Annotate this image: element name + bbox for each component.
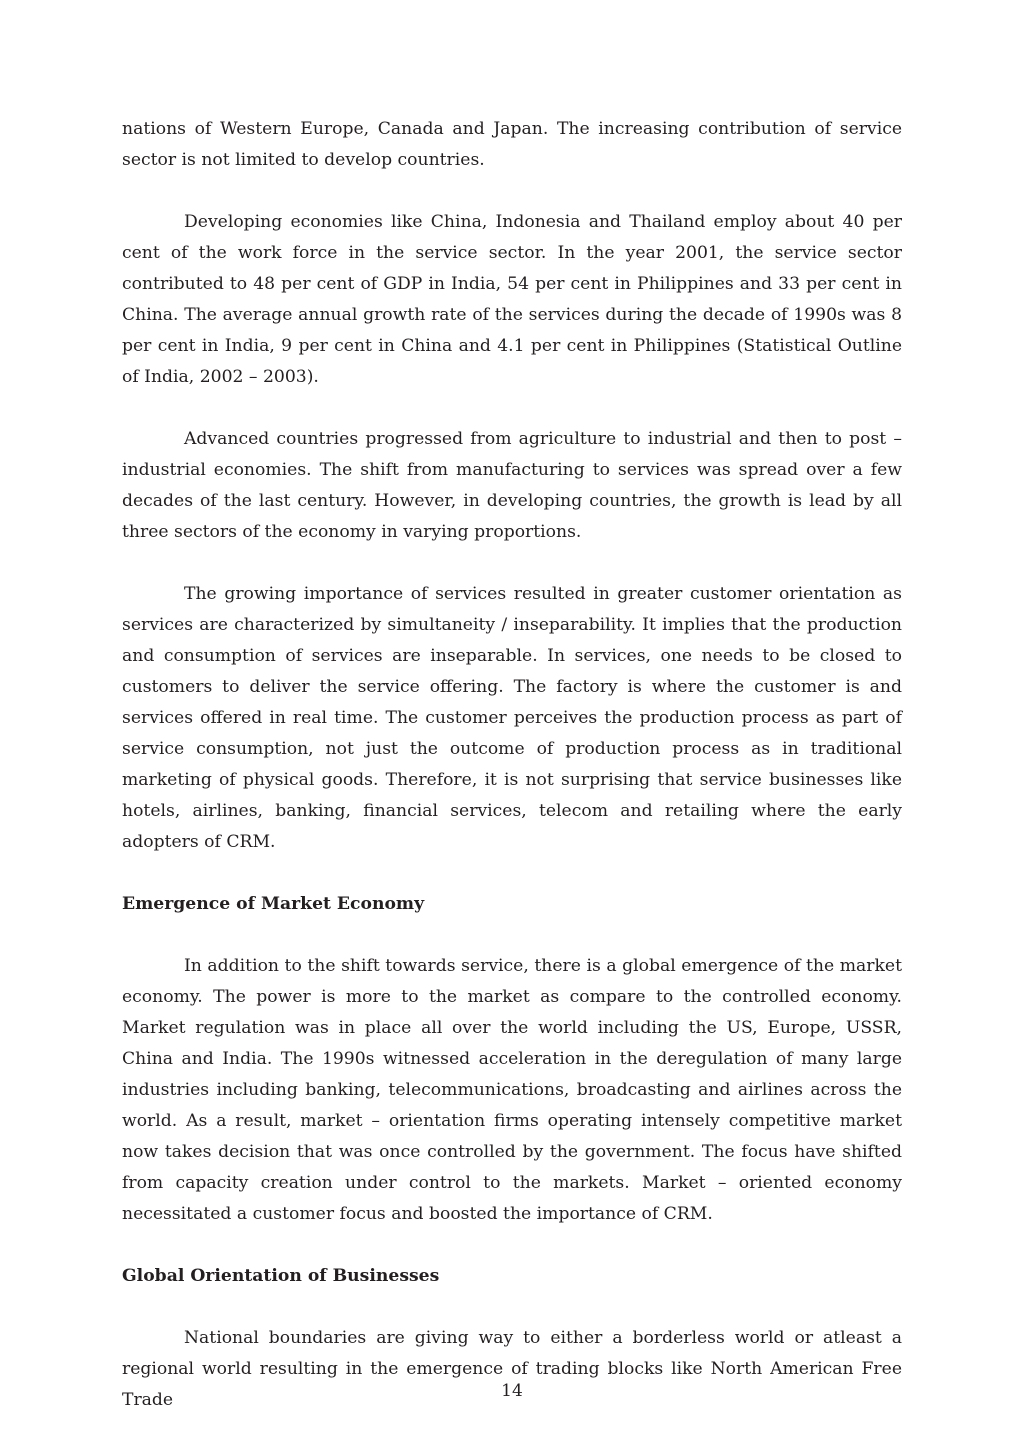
paragraph-gap (122, 858, 902, 889)
paragraph-advanced-countries: Advanced countries progressed from agriculture to industrial and then to post – industrial economies. The shift from manufacturing to services was spread over a few decades of the last century. However, in developing countries, the growth is lead by all three sectors of the economy in varying proportions. (122, 429, 902, 542)
paragraph-developing-economies: Developing economies like China, Indonesia and Thailand employ about 40 per cent of the work force in the service sector. In the year 2001, the service sector contributed to 48 per cent of GDP in India, 54 per cent in Philippines and 33 per cent in China. The average annual growth rate of the services during the decade of 1990s was 8 per cent in India, 9 per cent in China and 4.1 per cent in Philippines (Statistical Outline of India, 2002 – 2003). (122, 212, 902, 387)
paragraph-gap (122, 1292, 902, 1323)
heading-market-economy: Emergence of Market Economy (122, 894, 425, 914)
paragraph-gap (122, 920, 902, 951)
page-number: 14 (501, 1381, 523, 1401)
heading-global-orientation: Global Orientation of Businesses (122, 1266, 440, 1286)
paragraph-gap (122, 1230, 902, 1261)
paragraph-gap (122, 393, 902, 424)
paragraph-national-boundaries: National boundaries are giving way to either a borderless world or atleast a regional world resulting in the emergence of trading blocks like North American Free Trade (122, 1328, 902, 1410)
page-body (122, 114, 902, 1416)
paragraph-gap (122, 176, 902, 207)
paragraph-services-importance: The growing importance of services resulted in greater customer orientation as services are characterized by simultaneity / inseparability. It implies that the production and consumption of services are inseparable. In services, one needs to be closed to customers to deliver the service offering. The factory is where the customer is and services offered in real time. The customer perceives the production process as part of service consumption, not just the outcome of production process as in traditional marketing of physical goods. Therefore, it is not surprising that service businesses like hotels, airlines, banking, financial services, telecom and retailing where the early adopters of CRM. (122, 584, 902, 852)
paragraph-continuation: nations of Western Europe, Canada and Japan. The increasing contribution of service sector is not limited to develop countries. (122, 119, 902, 170)
paragraph-gap (122, 548, 902, 579)
paragraph-market-economy: In addition to the shift towards service, there is a global emergence of the market economy. The power is more to the market as compare to the controlled economy. Market regulation was in place all over the world including the US, Europe, USSR, China and India. The 1990s witnessed acceleration in the deregulation of many large industries including banking, telecommunications, broadcasting and airlines across the world. As a result, market – orientation firms operating intensely competitive market now takes decision that was once controlled by the government. The focus have shifted from capacity creation under control to the markets. Market – oriented economy necessitated a customer focus and boosted the importance of CRM. (122, 956, 902, 1224)
